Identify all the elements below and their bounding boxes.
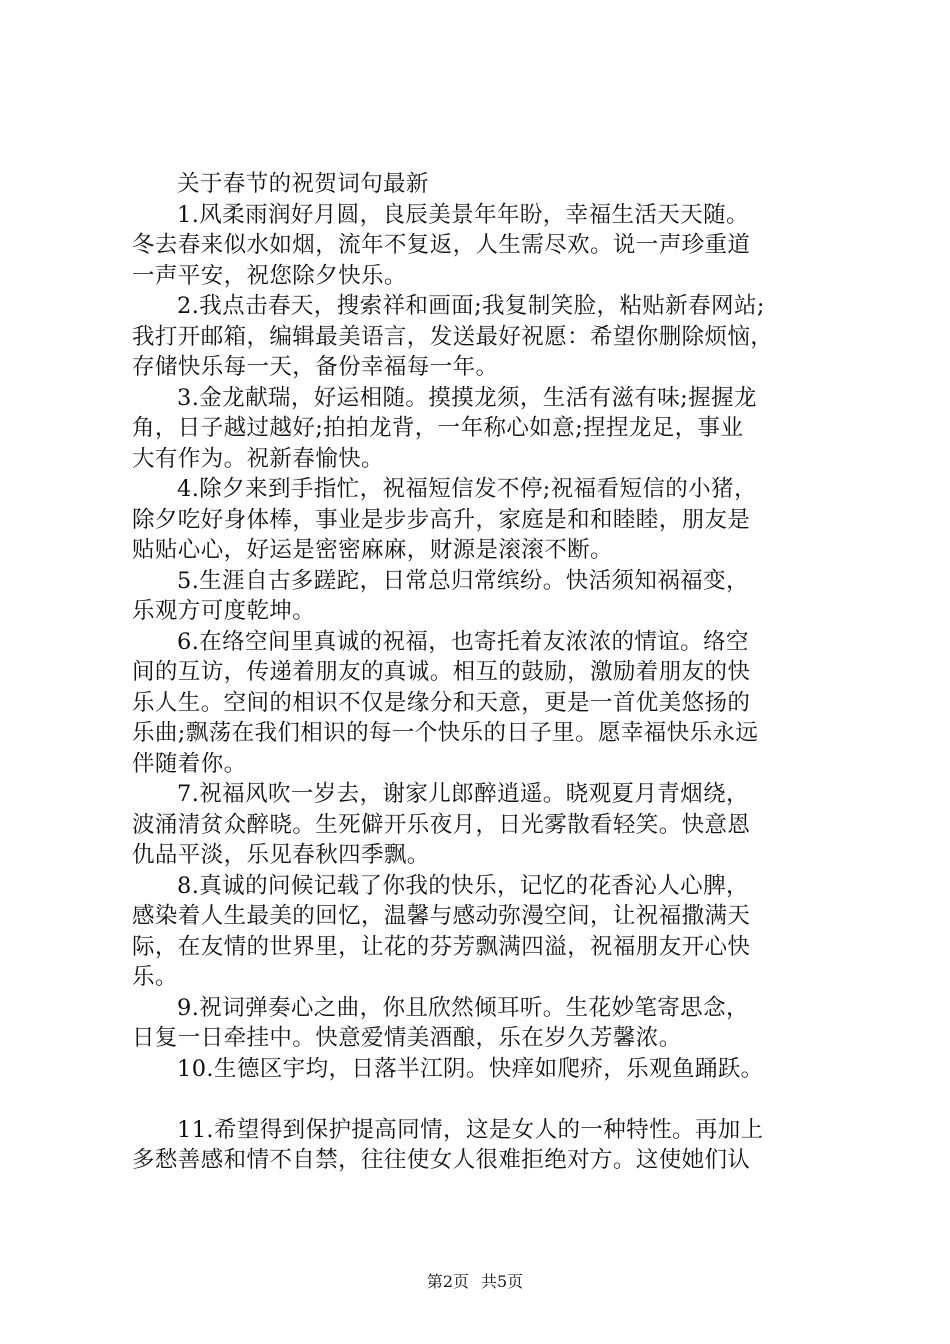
text-line: 波涌清贫众醉晓。生死僻开乐夜月，日光雾散看轻笑。快意恩 xyxy=(132,811,751,838)
text-line: 存储快乐每一天，备份幸福每一年。 xyxy=(132,354,499,380)
text-line: 角，日子越过越好;拍拍龙背，一年称心如意;捏捏龙足，事业 xyxy=(132,415,744,441)
text-line: 一声平安，祝您除夕快乐。 xyxy=(132,262,407,289)
text-line: 乐。 xyxy=(132,964,178,990)
page-total: 共5页 xyxy=(481,1272,524,1291)
text-line: 乐观方可度乾坤。 xyxy=(132,598,316,624)
text-line: 贴贴心心，好运是密密麻麻，财源是滚滚不断。 xyxy=(132,537,613,563)
text-line: 感染着人生最美的回忆，温馨与感动弥漫空间，让祝福撒满天 xyxy=(132,903,751,929)
text-line: 6.在络空间里真诚的祝福，也寄托着友浓浓的情谊。络空 xyxy=(177,628,749,655)
text-line: 7.祝福风吹一岁去，谢家儿郎醉逍遥。晓观夏月青烟绕， xyxy=(177,781,749,807)
document-title: 关于春节的祝贺词句最新 xyxy=(177,171,429,197)
text-line: 5.生涯自古多蹉跎，日常总归常缤纷。快活须知祸福变， xyxy=(177,567,749,594)
text-line: 11.希望得到保护提高同情，这是女人的一种特性。再加上 xyxy=(177,1116,764,1143)
text-line: 1.风柔雨润好月圆，良辰美景年年盼，幸福生活天天随。 xyxy=(177,201,749,228)
text-line: 日复一日牵挂中。快意爱情美酒酿，乐在岁久芳馨浓。 xyxy=(132,1025,682,1051)
page-footer xyxy=(0,1272,950,1292)
text-line: 间的互访，传递着朋友的真诚。相互的鼓励，激励着朋友的快 xyxy=(132,659,751,685)
text-line: 我打开邮箱，编辑最美语言，发送最好祝愿：希望你删除烦恼， xyxy=(132,323,774,350)
text-line: 乐人生。空间的相识不仅是缘分和天意，更是一首优美悠扬的 xyxy=(132,689,751,716)
text-line: 多愁善感和情不自禁，往往使女人很难拒绝对方。这使她们认 xyxy=(132,1147,751,1173)
text-line: 际，在友情的世界里，让花的芬芳飘满四溢，祝福朋友开心快 xyxy=(132,933,751,960)
text-line: 2.我点击春天，搜索祥和画面;我复制笑脸，粘贴新春网站; xyxy=(177,293,765,319)
text-line: 4.除夕来到手指忙，祝福短信发不停;祝福看短信的小猪， xyxy=(177,476,757,502)
document-body xyxy=(132,169,838,1176)
page-number: 第2页 xyxy=(426,1272,469,1291)
text-line: 9.祝词弹奏心之曲，你且欣然倾耳听。生花妙笔寄思念， xyxy=(177,994,749,1021)
text-line: 仇品平淡，乐见春秋四季飘。 xyxy=(132,842,430,868)
text-line: 伴随着你。 xyxy=(132,750,247,777)
text-line: 冬去春来似水如烟，流年不复返，人生需尽欢。说一声珍重道 xyxy=(132,232,751,258)
text-line: 10.生德区宇均，日落半江阴。快痒如爬疥，乐观鱼踊跃。 xyxy=(177,1055,764,1082)
text-line: 8.真诚的问候记载了你我的快乐，记忆的花香沁人心脾， xyxy=(177,872,749,899)
blank-line xyxy=(132,1084,838,1115)
text-line: 除夕吃好身体棒，事业是步步高升，家庭是和和睦睦，朋友是 xyxy=(132,506,751,533)
paragraph-lines xyxy=(132,200,838,1176)
text-line: 乐曲;飘荡在我们相识的每一个快乐的日子里。愿幸福快乐永远 xyxy=(132,720,759,746)
text-line: 大有作为。祝新春愉快。 xyxy=(132,445,384,472)
text-line: 3.金龙献瑞，好运相随。摸摸龙须，生活有滋有味;握握龙 xyxy=(177,384,757,411)
